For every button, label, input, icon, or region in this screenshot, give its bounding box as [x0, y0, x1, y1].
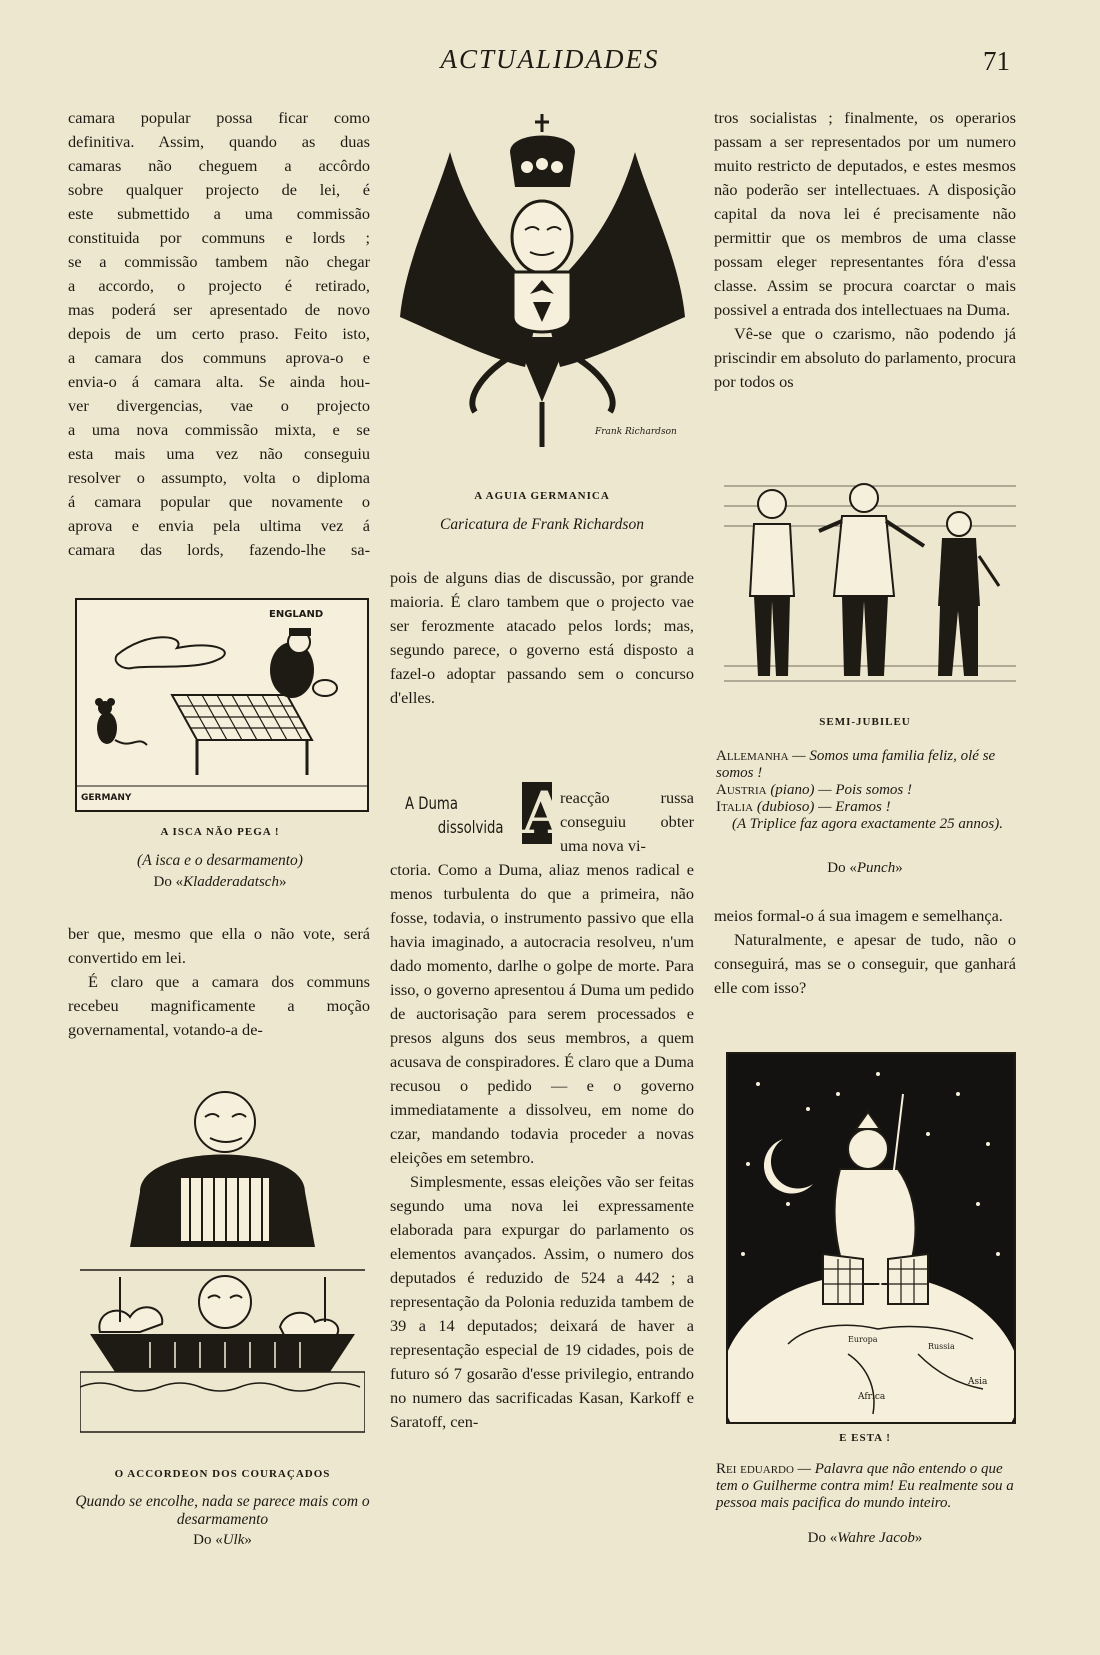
page-header-title: ACTUALIDADES: [440, 44, 660, 74]
side-title-line-2: dissolvida: [437, 818, 504, 838]
col2-para-pois: pois de alguns dias de discussão, por grande maioria. É claro tambem que o projecto vae ser ferozmente atacado pelos lords; mas, segundo parece, o governo está disposto a fazel-o adoptar passando sem o concurso d'elles.: [390, 568, 694, 707]
map-label-africa: Africa: [858, 1392, 886, 1402]
col1-line: definitiva. Assim, quando as duas: [68, 132, 370, 151]
col1-line: envia-o á camara alta. Se ainda hou-: [68, 372, 370, 391]
cartoon-isca-drawing: [77, 600, 367, 810]
caption-eagle-subtitle: Caricatura de Frank Richardson: [440, 516, 644, 533]
caption-accordeon-subtitle: Quando se encolhe, nada se parece mais com o desarmamento: [75, 1493, 370, 1528]
col1-line: esta mais uma vez não conseguiu: [68, 444, 370, 463]
moon-icon: [764, 1139, 813, 1194]
warship-hull-icon: [90, 1334, 355, 1372]
col1-para-ber: ber que, mesmo que ella o não vote, será convertido em lei.: [68, 924, 370, 967]
waves-icon: [80, 1383, 360, 1391]
man-head-icon: [195, 1092, 255, 1152]
man-head-lower-icon: [199, 1276, 251, 1328]
map-label-asia: Asia: [968, 1377, 988, 1387]
column-1-top-text: [68, 106, 370, 562]
dialog-rei-eduardo: — Palavra que não entendo o que tem o Guilherme contra mim! Eu realmente sou a pessoa mais pacifica do mundo inteiro.: [716, 1461, 1014, 1511]
col2-para-reaccao-start: reacção russa conseguiu obter uma nova vi-: [560, 788, 694, 855]
mouse-germany-icon: [97, 712, 117, 744]
column-2-para-2: [390, 858, 694, 1434]
e-esta-drawing: [728, 1054, 1014, 1422]
dialog-line-italia: Italia (dubioso) — Eramos !: [716, 799, 891, 815]
side-title-line-1: A Duma: [405, 794, 458, 814]
col1-line: este submettido a uma commissão: [68, 204, 370, 223]
column-3-top-text: [714, 106, 1016, 394]
smoke-cloud-icon: [116, 637, 225, 668]
artist-signature: Frank Richardson: [595, 427, 677, 437]
dialog-line-allemanha: Allemanha — Somos uma familia feliz, olé se somos !: [716, 748, 996, 781]
cartoon-accordeon-drawing: [80, 1072, 365, 1452]
smoke-icon: [99, 1307, 162, 1332]
caption-isca-source: Do «Kladderadatsch»: [153, 874, 287, 890]
col1-line: camaras não cheguem a accôrdo: [68, 156, 370, 175]
col3-para-meios: meios formal-o á sua imagem e semelhança.: [714, 906, 1003, 925]
col1-line: camara das lords, fazendo-lhe sa-: [68, 540, 370, 559]
col1-line: ver divergencias, vae o projecto: [68, 396, 370, 415]
col1-line: camara popular possa ficar como: [68, 108, 370, 127]
col1-line: constituida por communs e lords ;: [68, 228, 370, 247]
label-germany: GERMANY: [81, 793, 132, 803]
col1-line: depois de um certo praso. Feito isto,: [68, 324, 370, 343]
cartoon-aguia-germanica: [395, 112, 690, 472]
caption-isca-title: A ISCA NÃO PEGA !: [160, 826, 280, 838]
dialog-line-austria: Austria (piano) — Pois somos !: [716, 782, 912, 798]
col1-line: aprova e envia pela ultima vez á: [68, 516, 370, 535]
austria-figure-icon: [750, 524, 794, 596]
caption-isca-subtitle: (A isca e o desarmamento): [137, 852, 303, 869]
cartoon-semi-jubileu: [724, 476, 1016, 698]
col1-line: mas poderá ser apresentado de novo: [68, 300, 370, 319]
col3-para-naturalmente: Naturalmente, e apesar de tudo, não o conseguirá, mas se o conseguir, que ganhará elle com isso?: [714, 930, 1016, 997]
cartoon-isca-nao-pega: [75, 598, 369, 812]
cartoon-e-esta: [726, 1052, 1016, 1424]
column-3-bottom-text: [714, 904, 1016, 1000]
germany-figure-head-icon: [850, 484, 878, 512]
speaker-rei-eduardo: Rei eduardo: [716, 1461, 794, 1477]
drop-cap: A: [522, 779, 568, 847]
eagle-tail-icon: [515, 337, 569, 402]
column-2-para-1: [390, 566, 694, 710]
dialog-note: (A Triplice faz agora exactamente 25 annos).: [732, 816, 1003, 832]
caption-accordeon-title: O ACCORDEON DOS COURAÇADOS: [114, 1468, 331, 1480]
caption-semi-jubileu-source: Do «Punch»: [827, 860, 903, 876]
italy-figure-icon: [938, 538, 980, 606]
col3-para-tros: tros socialistas ; finalmente, os operarios passam a ser representados por um numero muito restricto de deputados, e estes mesmos não poderão ser intellectuaes. A disposição capital da nova lei é precisamente não permittir que os membros de uma classe possam eleger representantes fóra d'essa classe. Assim se procura coarctar o mais possivel a entrada dos intellectuaes na Duma.: [714, 108, 1016, 319]
col2-para-reaccao-rest: ctoria. Como a Duma, aliaz menos radical e menos turbulenta do que a primeira, não fosse, todavia, o instrumento passivo que ella havia imaginado, a autocracia resolveu, n'um dado momento, darlhe o golpe de morte. Para isso, o governo apresentou á Duma um pedido de auctorisação para serem processados e presos alguns dos seus membros, a quem acusava de conspiradores. É claro que a Duma recusou o pedido — e o governo immediatamente a dissolveu, em nome do czar, mandando todavia proceder a novas eleições em setembro.: [390, 860, 694, 1167]
section-side-title: [405, 792, 504, 840]
col1-para-claro: É claro que a camara dos communs recebeu magnificamente a moção governamental, votando-a de-: [68, 972, 370, 1039]
map-label-europa: Europa: [848, 1335, 878, 1344]
label-england: ENGLAND: [269, 609, 324, 620]
caption-eagle-title: A AGUIA GERMANICA: [474, 490, 610, 502]
caption-e-esta-title: E ESTA !: [839, 1432, 891, 1444]
column-1-top-lines: [68, 106, 370, 562]
semi-jubileu-drawing: [724, 476, 1016, 698]
eagle-drawing: [395, 112, 690, 472]
col1-line: a accordo, o projecto é retirado,: [68, 276, 370, 295]
col1-line: á camara popular que novamente o: [68, 492, 370, 511]
col3-para-ve-se: Vê-se que o czarismo, não podendo já priscindir em absoluto do parlamento, procura por todos os: [714, 324, 1016, 391]
italy-figure-head-icon: [947, 512, 971, 536]
caption-e-esta-source: Do «Wahre Jacob»: [807, 1530, 923, 1546]
page-number: 71: [983, 46, 1010, 76]
column-1-middle-text: [68, 922, 370, 1042]
col1-line: resolver o assumpto, volta o diploma: [68, 468, 370, 487]
map-label-russia: Russia: [928, 1342, 955, 1351]
col1-line: a camara dos communs aprova-o e: [68, 348, 370, 367]
caption-semi-jubileu-title: SEMI-JUBILEU: [819, 716, 911, 728]
eagle-head-face-icon: [512, 201, 572, 273]
col1-line: sobre qualquer projecto de lei, é: [68, 180, 370, 199]
caption-accordeon-source: Do «Ulk»: [193, 1532, 252, 1548]
cartoon-accordeon: [80, 1072, 365, 1452]
col2-para-simplesmente: Simplesmente, essas eleições vão ser feitas segundo uma nova lei expressamente elaborada para expurgar do parlamento os elementos avançados. Assim, o numero dos deputados é reduzido de 524 a 442 ; a representação da Polonia reduzida tambem de 39 a 14 deputados; deixará de haver a representação especial de 19 cidades, pois de futuro só 7 gosarão d'esse privilegio, entrando no numero das sacrificadas Kasan, Karkoff e Saratoff, cen-: [390, 1172, 694, 1431]
column-2-dropcap-text: [560, 786, 694, 858]
caption-semi-jubileu-dialog: [716, 748, 1016, 833]
col1-line: a uma nova commissão mixta, e se: [68, 420, 370, 439]
col1-line: se a commissão tambem não chegar: [68, 252, 370, 271]
king-head-icon: [848, 1129, 888, 1169]
germany-figure-icon: [834, 516, 894, 596]
austria-figure-head-icon: [758, 490, 786, 518]
caption-e-esta-dialog: [716, 1461, 1018, 1512]
